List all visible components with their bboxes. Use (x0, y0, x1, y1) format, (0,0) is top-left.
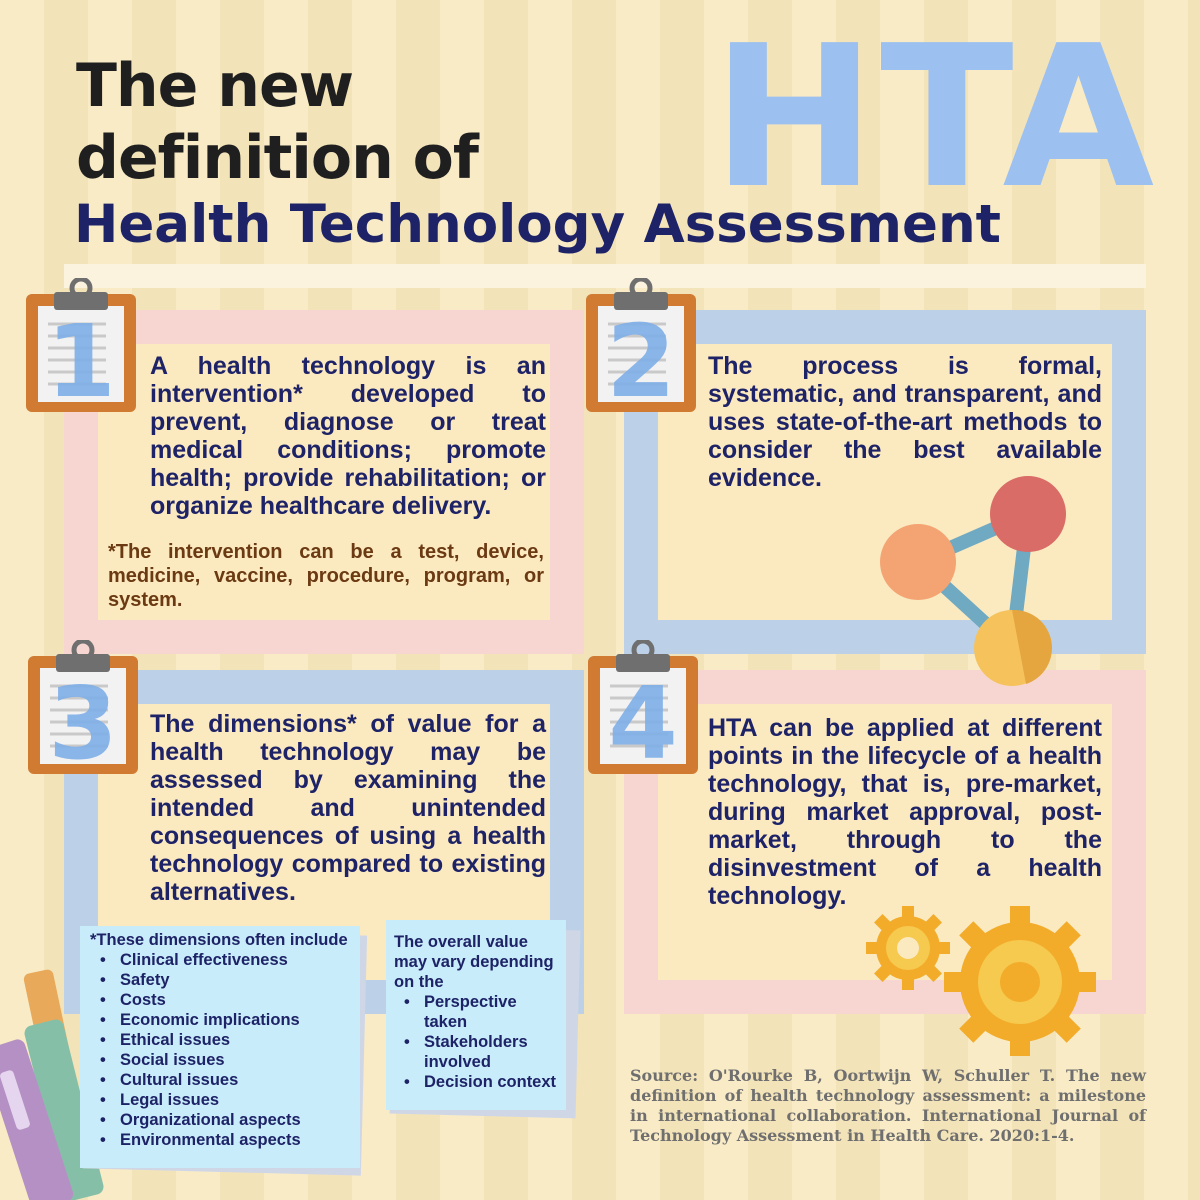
card-3-number: 3 (48, 665, 118, 776)
value-note (386, 920, 566, 1110)
list-item: • Economic implications (90, 1010, 352, 1030)
clipboard-icon (586, 640, 700, 776)
list-item: • Safety (90, 970, 352, 990)
gears-icon (862, 906, 1132, 1056)
clipboard-icon (584, 278, 698, 414)
card-2-number: 2 (606, 303, 676, 414)
page-title-line-1: The new (76, 51, 354, 121)
list-item: • Clinical effectiveness (90, 950, 352, 970)
list-item: • Environmental aspects (90, 1130, 352, 1150)
list-item: • Organizational aspects (90, 1110, 352, 1130)
page-title-line-2: definition of (76, 123, 478, 193)
value-list (394, 992, 560, 1092)
list-item: • Costs (90, 990, 352, 1010)
list-item: • Stakeholders involved (394, 1032, 560, 1072)
card-4-number: 4 (608, 665, 678, 776)
card-1-number: 1 (46, 303, 116, 414)
card-1-text: A health technology is an intervention* developed to prevent, diagnose or treat medical conditions; promote health; provide rehabilitation; or organize healthcare delivery. (150, 352, 546, 520)
value-note-heading: The overall value may vary depending on the (394, 933, 554, 991)
clipboard-icon (24, 278, 138, 414)
page-title-line-3: Health Technology Assessment (74, 194, 1002, 255)
list-item: • Social issues (90, 1050, 352, 1070)
card-3-text: The dimensions* of value for a health technology may be assessed by examining the intended and unintended consequences of using a health technology compared to existing alternatives. (150, 710, 546, 906)
list-item: • Legal issues (90, 1090, 352, 1110)
card-2-text: The process is formal, systematic, and transparent, and uses state-of-the-art methods to consider the best available evidence. (708, 352, 1102, 492)
card-1-footnote: *The intervention can be a test, device, medicine, vaccine, procedure, program, or system. (108, 541, 544, 611)
list-item: • Decision context (394, 1072, 560, 1092)
list-item: • Ethical issues (90, 1030, 352, 1050)
source-citation: Source: O'Rourke B, Oortwijn W, Schuller T. The new definition of health technology assessment: a milestone in international collaboration. International Journal of Technology Assessment in Health Care. 2020:1-4. (630, 1066, 1146, 1145)
dimensions-note-heading: *These dimensions often include (90, 931, 348, 949)
dimensions-note (80, 926, 360, 1168)
clipboard-icon (26, 640, 140, 776)
card-4-text: HTA can be applied at different points in the lifecycle of a health technology, that is, pre-market, during market approval, post-market, through to the disinvestment of a health technology. (708, 714, 1102, 910)
molecule-icon (876, 470, 1086, 692)
list-item: • Perspective taken (394, 992, 560, 1032)
hta-badge: HTA (712, 4, 1159, 232)
list-item: • Cultural issues (90, 1070, 352, 1090)
dimensions-list (90, 950, 352, 1150)
